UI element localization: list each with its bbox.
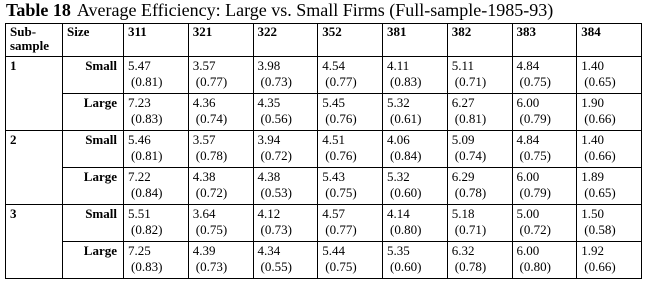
std-dev-value: (0.77) <box>195 74 228 89</box>
column-header: 382 <box>447 24 512 57</box>
std-dev-value: (0.72) <box>195 185 228 200</box>
mean-value: 5.09 <box>451 132 475 147</box>
std-dev-value: (0.73) <box>260 222 292 237</box>
subsample-cell: 3 <box>6 205 63 279</box>
std-dev-value: (0.84) <box>390 148 422 163</box>
value-cell <box>253 94 318 131</box>
value-cell <box>188 168 253 205</box>
std-dev-value: (0.75) <box>195 222 228 237</box>
mean-value: 6.00 <box>516 95 540 110</box>
std-dev-value: (0.61) <box>390 111 422 126</box>
std-dev-value: (0.65) <box>584 185 616 200</box>
value-cell <box>124 168 189 205</box>
value-cell <box>447 94 512 131</box>
value-cell <box>188 57 253 94</box>
mean-value: 3.57 <box>192 58 216 73</box>
std-dev-value: (0.78) <box>454 185 487 200</box>
std-dev-value: (0.83) <box>131 111 163 126</box>
value-cell <box>512 242 577 279</box>
value-cell <box>383 168 448 205</box>
mean-value: 1.89 <box>581 169 604 184</box>
subsample-cell: 2 <box>6 131 63 205</box>
std-dev-value: (0.76) <box>325 111 357 126</box>
std-dev-value: (0.81) <box>454 111 487 126</box>
std-dev-value: (0.58) <box>584 222 616 237</box>
value-cell <box>447 57 512 94</box>
value-cell <box>318 57 383 94</box>
value-cell <box>124 242 189 279</box>
mean-value: 5.32 <box>387 95 410 110</box>
mean-value: 4.06 <box>387 132 410 147</box>
mean-value: 5.18 <box>451 206 475 221</box>
mean-value: 6.27 <box>451 95 475 110</box>
table-title <box>6 0 647 21</box>
mean-value: 4.51 <box>322 132 345 147</box>
mean-value: 1.50 <box>581 206 604 221</box>
value-cell <box>383 131 448 168</box>
header-row <box>6 24 642 57</box>
std-dev-value: (0.56) <box>260 111 292 126</box>
value-cell <box>512 168 577 205</box>
mean-value: 3.57 <box>192 132 216 147</box>
value-cell <box>188 131 253 168</box>
std-dev-value: (0.79) <box>519 185 551 200</box>
value-cell <box>124 94 189 131</box>
size-cell: Large <box>63 242 124 279</box>
table-caption: Average Efficiency: Large vs. Small Firms (Full-sample-1985-93) <box>76 0 554 20</box>
std-dev-value: (0.77) <box>325 74 357 89</box>
std-dev-value: (0.74) <box>195 111 228 126</box>
column-header: 311 <box>124 24 189 57</box>
mean-value: 4.84 <box>516 58 540 73</box>
value-cell <box>124 205 189 242</box>
size-cell: Small <box>63 131 124 168</box>
mean-value: 5.43 <box>322 169 345 184</box>
std-dev-value: (0.83) <box>131 259 163 274</box>
column-header: 322 <box>253 24 318 57</box>
std-dev-value: (0.73) <box>260 74 292 89</box>
value-cell <box>383 205 448 242</box>
std-dev-value: (0.75) <box>519 148 551 163</box>
efficiency-table <box>5 23 642 279</box>
mean-value: 4.84 <box>516 132 540 147</box>
std-dev-value: (0.66) <box>584 259 616 274</box>
std-dev-value: (0.71) <box>454 222 487 237</box>
std-dev-value: (0.73) <box>195 259 228 274</box>
value-cell <box>512 205 577 242</box>
mean-value: 4.12 <box>257 206 281 221</box>
value-cell <box>512 131 577 168</box>
mean-value: 4.57 <box>322 206 345 221</box>
mean-value: 6.00 <box>516 169 540 184</box>
value-cell <box>318 94 383 131</box>
size-cell: Large <box>63 168 124 205</box>
value-cell <box>577 242 642 279</box>
mean-value: 5.51 <box>128 206 151 221</box>
column-header: 383 <box>512 24 577 57</box>
mean-value: 5.32 <box>387 169 410 184</box>
mean-value: 4.34 <box>257 243 281 258</box>
mean-value: 5.11 <box>451 58 475 73</box>
value-cell <box>383 94 448 131</box>
std-dev-value: (0.53) <box>260 185 292 200</box>
value-cell <box>124 131 189 168</box>
table-row <box>6 242 642 279</box>
mean-value: 1.40 <box>581 132 604 147</box>
std-dev-value: (0.55) <box>260 259 292 274</box>
value-cell <box>253 205 318 242</box>
value-cell <box>318 168 383 205</box>
value-cell <box>318 205 383 242</box>
mean-value: 4.38 <box>257 169 281 184</box>
value-cell <box>383 242 448 279</box>
std-dev-value: (0.78) <box>195 148 228 163</box>
mean-value: 7.23 <box>128 95 151 110</box>
std-dev-value: (0.80) <box>519 259 551 274</box>
mean-value: 4.14 <box>387 206 410 221</box>
table-row <box>6 205 642 242</box>
value-cell <box>188 205 253 242</box>
mean-value: 6.29 <box>451 169 475 184</box>
mean-value: 4.35 <box>257 95 281 110</box>
value-cell <box>447 242 512 279</box>
mean-value: 5.44 <box>322 243 345 258</box>
mean-value: 4.11 <box>387 58 410 73</box>
column-header: 384 <box>577 24 642 57</box>
std-dev-value: (0.71) <box>454 74 487 89</box>
std-dev-value: (0.60) <box>390 185 422 200</box>
value-cell <box>577 205 642 242</box>
table-row <box>6 57 642 94</box>
mean-value: 5.35 <box>387 243 410 258</box>
std-dev-value: (0.76) <box>325 148 357 163</box>
mean-value: 1.40 <box>581 58 604 73</box>
value-cell <box>124 57 189 94</box>
std-dev-value: (0.75) <box>325 185 357 200</box>
mean-value: 5.47 <box>128 58 151 73</box>
mean-value: 3.64 <box>192 206 216 221</box>
std-dev-value: (0.66) <box>584 111 616 126</box>
std-dev-value: (0.75) <box>519 74 551 89</box>
value-cell <box>577 57 642 94</box>
std-dev-value: (0.84) <box>131 185 163 200</box>
std-dev-value: (0.77) <box>325 222 357 237</box>
mean-value: 7.22 <box>128 169 151 184</box>
mean-value: 4.38 <box>192 169 216 184</box>
std-dev-value: (0.75) <box>325 259 357 274</box>
std-dev-value: (0.81) <box>131 74 163 89</box>
value-cell <box>253 168 318 205</box>
std-dev-value: (0.66) <box>584 148 616 163</box>
mean-value: 6.00 <box>516 243 540 258</box>
column-header: 352 <box>318 24 383 57</box>
value-cell <box>577 168 642 205</box>
std-dev-value: (0.82) <box>131 222 163 237</box>
std-dev-value: (0.79) <box>519 111 551 126</box>
std-dev-value: (0.60) <box>390 259 422 274</box>
std-dev-value: (0.72) <box>519 222 551 237</box>
mean-value: 7.25 <box>128 243 151 258</box>
std-dev-value: (0.80) <box>390 222 422 237</box>
std-dev-value: (0.78) <box>454 259 487 274</box>
table-row <box>6 131 642 168</box>
subsample-cell: 1 <box>6 57 63 131</box>
mean-value: 1.90 <box>581 95 604 110</box>
mean-value: 6.32 <box>451 243 475 258</box>
value-cell <box>512 94 577 131</box>
value-cell <box>447 205 512 242</box>
value-cell <box>383 57 448 94</box>
std-dev-value: (0.83) <box>390 74 422 89</box>
mean-value: 1.92 <box>581 243 604 258</box>
value-cell <box>577 131 642 168</box>
value-cell <box>188 94 253 131</box>
std-dev-value: (0.72) <box>260 148 292 163</box>
std-dev-value: (0.65) <box>584 74 616 89</box>
mean-value: 3.94 <box>257 132 281 147</box>
value-cell <box>318 131 383 168</box>
mean-value: 4.39 <box>192 243 216 258</box>
mean-value: 5.46 <box>128 132 151 147</box>
std-dev-value: (0.74) <box>454 148 487 163</box>
mean-value: 5.00 <box>516 206 540 221</box>
mean-value: 3.98 <box>257 58 281 73</box>
mean-value: 4.36 <box>192 95 216 110</box>
value-cell <box>253 242 318 279</box>
std-dev-value: (0.81) <box>131 148 163 163</box>
mean-value: 4.54 <box>322 58 345 73</box>
column-header: Sub-sample <box>6 24 63 57</box>
column-header: 321 <box>188 24 253 57</box>
table-row <box>6 94 642 131</box>
size-cell: Small <box>63 205 124 242</box>
value-cell <box>447 131 512 168</box>
value-cell <box>447 168 512 205</box>
column-header: Size <box>63 24 124 57</box>
value-cell <box>577 94 642 131</box>
column-header: 381 <box>383 24 448 57</box>
table-row <box>6 168 642 205</box>
table-number: Table 18 <box>6 0 71 20</box>
value-cell <box>512 57 577 94</box>
value-cell <box>318 242 383 279</box>
size-cell: Small <box>63 57 124 94</box>
value-cell <box>253 57 318 94</box>
mean-value: 5.45 <box>322 95 345 110</box>
size-cell: Large <box>63 94 124 131</box>
value-cell <box>188 242 253 279</box>
value-cell <box>253 131 318 168</box>
